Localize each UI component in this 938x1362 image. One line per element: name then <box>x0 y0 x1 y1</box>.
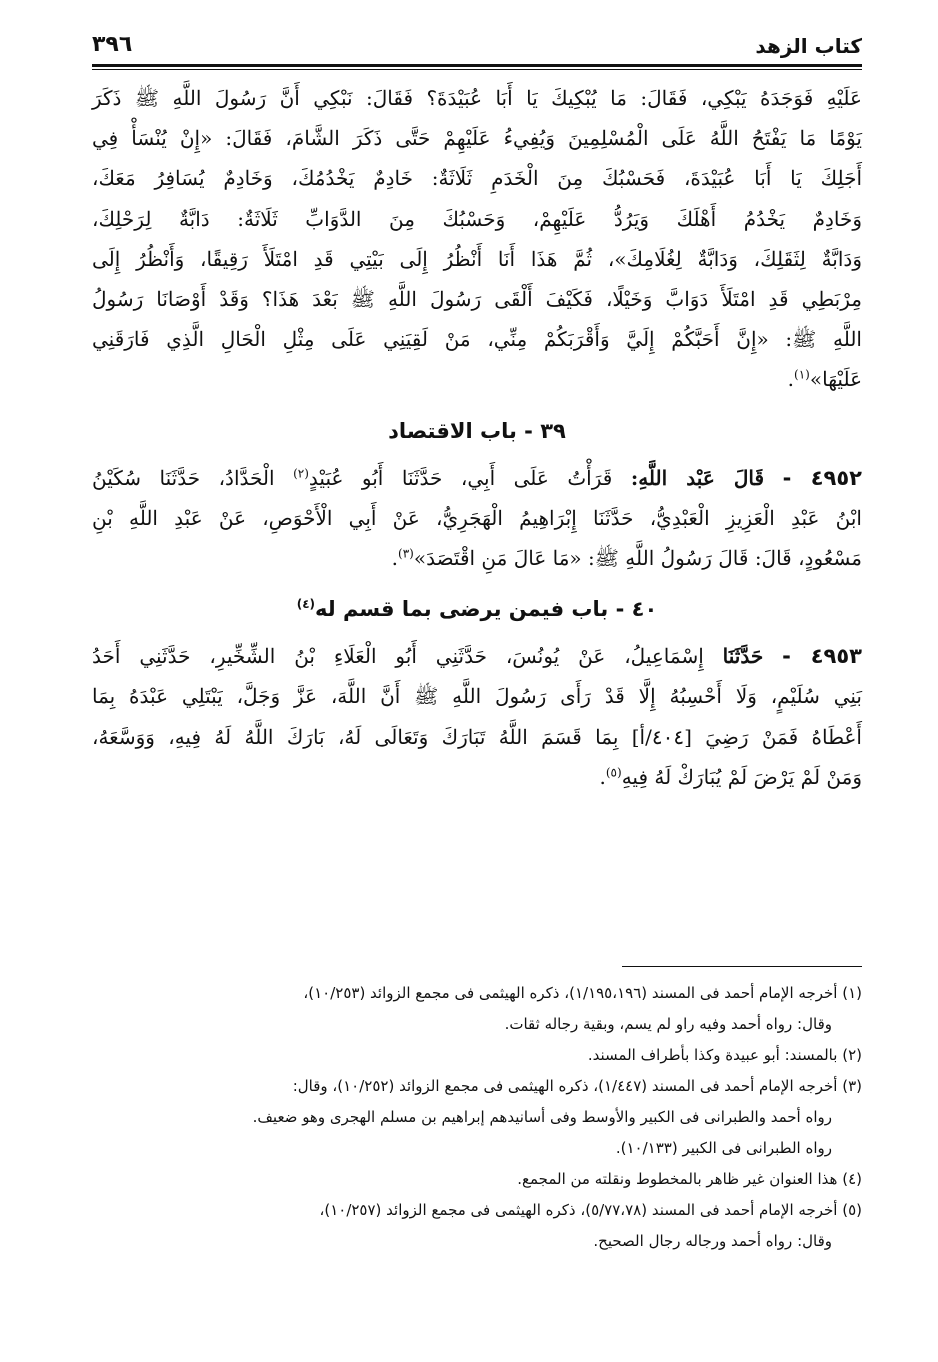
line-text: وَمَنْ لَمْ يَرْضَ لَمْ يُبَارَكْ لَهُ فِيهِ <box>621 764 862 789</box>
text-line: وَدَابَّةٌ لِثَقَلِكَ، وَدَابَّةٌ لِغُلَامِكَ»، ثُمَّ هَذَا أَنَا أَنْظُرُ إِلَى بَيْتِي قَدِ امْتَلَأَ رَقِيقًا، وَأَنْظُرُ إِلَى <box>92 246 862 271</box>
line-end: . <box>391 546 398 571</box>
line-text: إِسْمَاعِيلُ، عَنْ يُونُسَ، حَدَّثَنِي أَبُو الْعَلَاءِ بْنُ الشِّخِّيرِ، حَدَّثَنِي أَحَدُ <box>92 644 704 669</box>
footnote-ref: (٢) <box>293 465 309 480</box>
text-line: أَجَلِكَ يَا أَبَا عُبَيْدَةَ، فَحَسْبُكَ مِنَ الْخَدَمِ ثَلَاثَةٌ: خَادِمٌ يَخْدُمُكَ، وَخَادِمٌ يُسَافِرُ مَعَكَ، <box>92 166 862 191</box>
text-line: وَخَادِمٌ يَخْدُمُ أَهْلَكَ وَيَرُدُّ عَلَيْهِمْ، وَحَسْبُكَ مِنَ الدَّوَابِّ ثَلَاثَةٌ: دَابَّةٌ لِرَحْلِكَ، <box>92 206 862 231</box>
footnote-marker: (١) <box>842 984 862 1002</box>
footnote-continuation: وقال: رواه أحمد ورجاله رجال الصحيح. <box>593 1232 832 1250</box>
footnotes <box>92 978 862 1257</box>
running-header <box>92 30 862 64</box>
text-line <box>92 359 862 399</box>
hadith-number: ٤٩٥٢ - <box>782 465 863 490</box>
text-line <box>92 458 862 498</box>
main-text <box>92 78 862 797</box>
footnote-text: أخرجه الإمام أحمد فى المسند (٥/٧٧،٧٨)، ذكره الهيثمى فى مجمع الزوائد (١٠/٢٥٧)، <box>319 1201 838 1219</box>
line-text: الْحَدَّادُ، حَدَّثَنَا سُكَيْنُ <box>92 465 275 490</box>
footnote-continuation: رواه أحمد والطبرانى فى الكبير والأوسط وفى أسانيدهم إبراهيم بن مسلم الهجرى وهو ضعيف. <box>252 1108 832 1126</box>
footnote <box>92 1195 862 1257</box>
footnote <box>92 1164 862 1195</box>
footnote-text: أخرجه الإمام أحمد فى المسند (١/٤٤٧)، ذكره الهيثمى فى مجمع الزوائد (١٠/٢٥٢)، وقال: <box>292 1077 838 1095</box>
hadith-number: ٤٩٥٣ - <box>782 644 862 669</box>
footnote-marker: (٥) <box>842 1201 862 1219</box>
footnote-marker: (٣) <box>842 1077 862 1095</box>
line-end: . <box>787 367 795 392</box>
line-text: مَسْعُودٍ، قَالَ: قَالَ رَسُولُ اللَّهِ ﷺ: «مَا عَالَ مَنِ اقْتَصَدَ» <box>413 546 862 571</box>
footnote-text: بالمسند: أبو عبيدة وكذا بأطراف المسند. <box>587 1046 838 1064</box>
hadith-4952 <box>92 458 862 579</box>
footnote-continuation: رواه الطبرانى فى الكبير (١٠/١٣٣). <box>615 1139 832 1157</box>
intro-passage <box>92 78 862 400</box>
footnote-continuation: وقال: رواه أحمد وفيه راو لم يسم، وبقية رجاله ثقات. <box>504 1015 832 1033</box>
text-line <box>92 636 862 676</box>
text-line: اللَّهِ ﷺ: «إِنَّ أَحَبَّكُمْ إِلَيَّ وَأَقْرَبَكُمْ مِنِّي، مَنْ لَقِيَنِي عَلَى مِثْلِ الْحَالِ الَّذِي فَارَقَنِي <box>92 327 862 352</box>
hadith-speaker: قَالَ عَبْد اللَّهِ: <box>630 465 765 490</box>
text-line: ابْنُ عَبْدِ الْعَزِيزِ الْعَبْدِيُّ، حَدَّثَنَا إِبْرَاهِيمُ الْهَجَرِيُّ، عَنْ أَبِي الْأَحْوَصِ، عَنْ عَبْدِ اللَّهِ بْنِ <box>92 505 862 530</box>
line-text: قَرَأْتُ عَلَى أَبِي، حَدَّثَنَا أَبُو عُبَيْدٍ <box>308 465 613 490</box>
book-page <box>92 30 863 1250</box>
chapter-title: ٤٠ - باب فيمن يرضى بما قسم له <box>315 597 658 622</box>
footnote <box>92 1071 862 1164</box>
footnote-separator <box>622 966 862 967</box>
footnote-ref: (٣) <box>398 546 414 561</box>
book-title: كتاب الزهد <box>755 34 862 58</box>
text-line <box>92 757 862 797</box>
footnote-text: هذا العنوان غير ظاهر بالمخطوط ونقلته من المجمع. <box>517 1170 838 1188</box>
hadith-speaker: حَدَّثَنَا <box>722 644 764 669</box>
text-line: يَوْمًا مَا يَفْتَحُ اللَّهُ عَلَى الْمُسْلِمِينَ وَيُفِيءُ عَلَيْهِمْ حَتَّى ذَكَرَ الشَّامَ، فَقَالَ: «إِنْ يُنْسَأْ فِي <box>92 126 862 151</box>
footnote <box>92 1040 862 1071</box>
footnote-ref: (٥) <box>605 765 622 780</box>
text-line: بَنِي سُلَيْمٍ، وَلَا أَحْسِبُهُ إِلَّا قَدْ رَأَى رَسُولَ اللَّهِ ﷺ أَنَّ اللَّهَ، عَزَّ وَجَلَّ، يَبْتَلِي عَبْدَهُ بِمَا <box>92 684 862 709</box>
text-line: أَعْطَاهُ فَمَنْ رَضِيَ [٤٠٤/أ] بِمَا قَسَمَ اللَّهُ تَبَارَكَ وَتَعَالَى لَهُ، بَارَكَ اللَّهُ لَهُ فِيهِ، وَوَسَّعَهُ، <box>92 724 862 749</box>
header-rule-thin <box>92 69 862 70</box>
text-line: عَلَيْهِ فَوَجَدَهُ يَبْكِي، فَقَالَ: مَا يُبْكِيكَ يَا أَبَا عُبَيْدَةَ؟ فَقَالَ: نَبْكِي أَنَّ رَسُولَ اللَّهِ ﷺ ذَكَرَ <box>92 86 862 110</box>
hadith-4953 <box>92 636 862 797</box>
footnote-ref: (٤) <box>296 597 316 612</box>
header-rule <box>92 64 862 67</box>
page-number: ٣٩٦ <box>92 32 133 57</box>
footnote-text: أخرجه الإمام أحمد فى المسند (١/١٩٥،١٩٦)، ذكره الهيثمى فى مجمع الزوائد (١٠/٢٥٣)، <box>303 984 838 1002</box>
footnote <box>92 978 862 1040</box>
text-line: مِرْبَطِي قَدِ امْتَلَأَ دَوَابَّ وَخَيْلًا، فَكَيْفَ أَلْقَى رَسُولَ اللَّهِ ﷺ بَعْدَ هَذَا؟ وَقَدْ أَوْصَانَا رَسُولُ <box>92 287 862 312</box>
footnote-ref: (١) <box>794 367 810 382</box>
text-line <box>92 538 862 578</box>
line-text: عَلَيْهَا» <box>809 367 862 392</box>
footnote-marker: (٢) <box>842 1046 862 1064</box>
line-end: . <box>599 764 606 789</box>
chapter-heading <box>92 592 862 626</box>
footnote-marker: (٤) <box>842 1170 862 1188</box>
chapter-heading: ٣٩ - باب الاقتصاد <box>388 418 566 443</box>
